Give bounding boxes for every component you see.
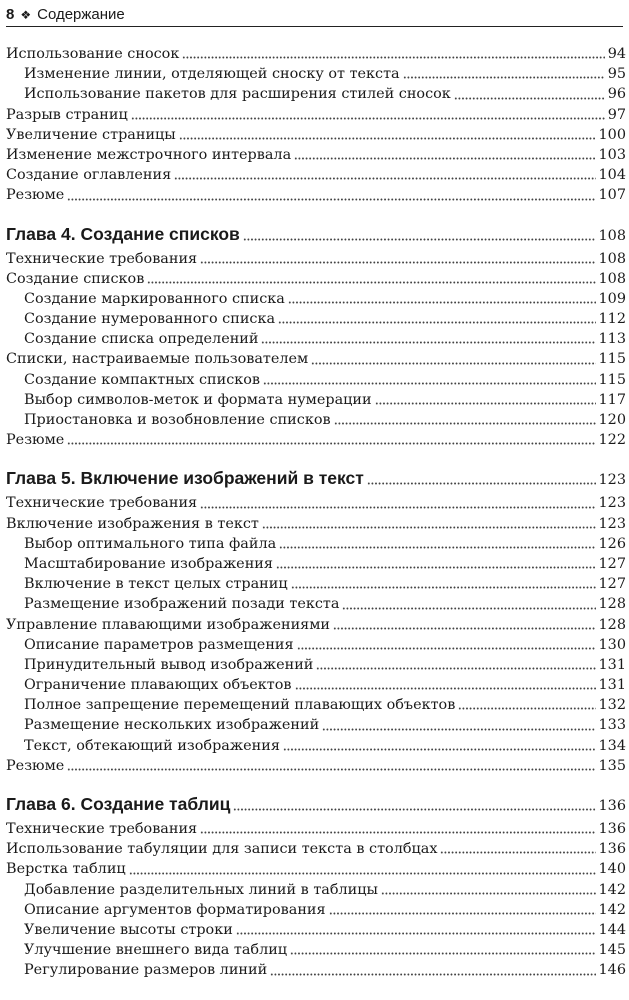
toc-entry-title: Создание компактных списков <box>24 371 261 388</box>
dot-leader <box>381 892 596 895</box>
toc-subsection-entry <box>6 635 626 655</box>
toc-page-number: 145 <box>598 942 626 959</box>
toc-page-number: 123 <box>598 472 626 489</box>
toc-page-number: 115 <box>598 371 626 388</box>
toc-entry-title: Улучшение внешнего вида таблиц <box>24 942 288 959</box>
toc-entry-title: Глава 6. Создание таблиц <box>6 794 231 814</box>
dot-leader <box>131 117 605 120</box>
dot-leader <box>174 177 595 180</box>
toc-entry-title: Принудительный вывод изображений <box>24 656 314 673</box>
toc-entry-title: Технические требования <box>6 821 198 837</box>
toc-entry-title: Описание аргументов форматирования <box>24 901 326 918</box>
table-of-contents <box>6 44 626 981</box>
dot-leader <box>147 281 595 284</box>
toc-entry-title: Размещение изображений позади текста <box>24 596 340 613</box>
toc-page-number: 120 <box>598 412 626 428</box>
dot-leader <box>200 261 595 264</box>
toc-subsection-entry <box>6 715 626 735</box>
toc-page-number: 123 <box>598 495 626 512</box>
toc-chapter-heading <box>6 792 626 817</box>
dot-leader <box>329 912 596 915</box>
toc-entry-title: Создание списков <box>6 270 145 287</box>
toc-page-number: 108 <box>598 250 626 267</box>
toc-section-entry <box>6 249 626 269</box>
dot-leader <box>262 526 596 529</box>
toc-section-entry <box>6 839 626 859</box>
toc-section-entry <box>6 125 626 145</box>
toc-entry-title: Списки, настраиваемые пользователем <box>6 351 309 368</box>
toc-subsection-entry <box>6 370 626 390</box>
toc-entry-title: Использование табуляции для записи текста в столбцах <box>6 841 438 858</box>
toc-entry-title: Технические требования <box>6 495 198 512</box>
toc-entry-title: Разрыв страниц <box>6 106 128 123</box>
dot-leader <box>291 586 596 589</box>
dot-leader <box>294 157 595 160</box>
dot-leader <box>342 607 595 610</box>
toc-entry-title: Описание параметров размещения <box>24 636 294 653</box>
dot-leader <box>440 851 595 854</box>
toc-page-number: 128 <box>598 596 626 613</box>
dot-leader <box>311 362 595 365</box>
toc-page-number: 136 <box>598 821 626 837</box>
toc-entry-title: Глава 5. Включение изображений в текст <box>6 468 364 489</box>
dot-leader <box>179 137 596 140</box>
toc-section-entry <box>6 819 626 839</box>
dot-leader <box>333 627 596 630</box>
toc-section-entry <box>6 44 626 64</box>
toc-section-entry <box>6 514 626 534</box>
running-header <box>6 4 623 27</box>
toc-subsection-entry <box>6 534 626 554</box>
toc-page-number: 100 <box>598 126 626 143</box>
toc-entry-title: Резюме <box>6 432 65 449</box>
toc-page-number: 136 <box>598 841 626 858</box>
toc-page-number: 142 <box>598 901 626 918</box>
toc-chapter-heading <box>6 222 626 247</box>
toc-subsection-entry <box>6 940 626 960</box>
dot-leader <box>288 301 596 304</box>
toc-subsection-entry <box>6 554 626 574</box>
toc-page-number: 127 <box>598 576 626 593</box>
toc-subsection-entry <box>6 960 626 980</box>
toc-subsection-entry <box>6 920 626 940</box>
dot-leader <box>263 382 596 385</box>
toc-subsection-entry <box>6 410 626 430</box>
toc-page-number: 130 <box>598 636 626 653</box>
dot-leader <box>67 768 595 771</box>
toc-entry-title: Создание маркированного списка <box>24 290 285 307</box>
toc-entry-title: Изменение линии, отделяющей сноску от текста <box>24 66 400 83</box>
toc-page-number: 133 <box>598 717 626 734</box>
toc-entry-title: Увеличение страницы <box>6 126 176 143</box>
toc-page-number: 146 <box>598 962 626 979</box>
toc-section-entry <box>6 105 626 125</box>
toc-page-number: 112 <box>598 311 626 328</box>
toc-entry-title: Приостановка и возобновление списков <box>24 412 331 428</box>
dot-leader <box>129 872 596 875</box>
toc-section-entry <box>6 145 626 165</box>
toc-page-number: 131 <box>598 677 626 694</box>
toc-page-number: 107 <box>598 187 626 204</box>
diamond-ornament-icon: ❖ <box>20 8 32 22</box>
toc-page-number: 126 <box>598 535 626 552</box>
toc-subsection-entry <box>6 64 626 84</box>
toc-page-number: 108 <box>598 227 626 244</box>
toc-page-number: 123 <box>598 515 626 532</box>
toc-subsection-entry <box>6 695 626 715</box>
toc-page-number: 115 <box>598 351 626 368</box>
dot-leader <box>200 506 595 509</box>
toc-entry-title: Технические требования <box>6 250 198 267</box>
toc-page-number: 96 <box>607 86 626 103</box>
toc-entry-title: Изменение межстрочного интервала <box>6 146 292 163</box>
toc-page-number: 95 <box>607 66 626 83</box>
toc-page-number: 142 <box>598 881 626 898</box>
dot-leader <box>279 546 595 549</box>
toc-entry-title: Включение изображения в текст <box>6 515 259 532</box>
dot-leader <box>375 402 596 405</box>
toc-page-number: 136 <box>598 798 626 814</box>
toc-page-number: 108 <box>598 270 626 287</box>
toc-page-number: 134 <box>598 737 626 754</box>
toc-page-number: 103 <box>598 146 626 163</box>
toc-subsection-entry <box>6 880 626 900</box>
toc-page-number: 128 <box>598 616 626 633</box>
dot-leader <box>367 482 596 485</box>
toc-page-number: 97 <box>607 106 626 123</box>
dot-leader <box>322 728 595 731</box>
toc-page-number: 113 <box>598 331 626 348</box>
dot-leader <box>67 198 595 201</box>
toc-section-entry <box>6 185 626 205</box>
toc-section-entry <box>6 859 626 879</box>
toc-subsection-entry <box>6 594 626 614</box>
dot-leader <box>233 808 595 811</box>
toc-page-number: 132 <box>598 697 626 714</box>
toc-subsection-entry <box>6 675 626 695</box>
toc-entry-title: Использование пакетов для расширения стилей сносок <box>24 86 451 103</box>
toc-section-entry <box>6 615 626 635</box>
toc-entry-title: Глава 4. Создание списков <box>6 223 240 244</box>
toc-entry-title: Регулирование размеров линий <box>24 962 268 979</box>
dot-leader <box>454 97 605 100</box>
toc-section-entry <box>6 349 626 369</box>
toc-page-number: 144 <box>598 921 626 938</box>
dot-leader <box>278 321 595 324</box>
dot-leader <box>67 442 595 445</box>
toc-entry-title: Верстка таблиц <box>6 861 126 878</box>
dot-leader <box>295 687 596 690</box>
toc-page-number: 140 <box>598 861 626 878</box>
toc-page-number: 135 <box>598 757 626 774</box>
toc-page-number: 127 <box>598 555 626 572</box>
toc-entry-title: Масштабирование изображения <box>24 555 273 572</box>
toc-subsection-entry <box>6 329 626 349</box>
toc-page-number: 94 <box>607 46 626 62</box>
dot-leader <box>243 238 596 241</box>
dot-leader <box>290 952 595 955</box>
toc-entry-title: Резюме <box>6 757 65 774</box>
dot-leader <box>261 341 595 344</box>
toc-entry-title: Увеличение высоты строки <box>24 921 233 938</box>
toc-subsection-entry <box>6 309 626 329</box>
toc-page-number: 131 <box>598 656 626 673</box>
toc-section-entry <box>6 269 626 289</box>
toc-entry-title: Размещение нескольких изображений <box>24 717 320 734</box>
toc-entry-title: Создание нумерованного списка <box>24 311 276 328</box>
toc-section-entry <box>6 165 626 185</box>
toc-entry-title: Создание списка определений <box>24 331 259 348</box>
toc-entry-title: Выбор символов-меток и формата нумерации <box>24 391 372 408</box>
dot-leader <box>334 422 596 425</box>
toc-section-entry <box>6 756 626 776</box>
dot-leader <box>403 76 605 79</box>
toc-page-number: 122 <box>598 432 626 449</box>
page-number: 8 <box>6 6 15 23</box>
toc-chapter-heading <box>6 466 626 491</box>
dot-leader <box>297 647 596 650</box>
dot-leader <box>276 566 596 569</box>
toc-entry-title: Полное запрещение перемещений плавающих объектов <box>24 697 456 714</box>
header-title: Содержание <box>37 6 125 23</box>
toc-entry-title: Добавление разделительных линий в таблицы <box>24 881 378 898</box>
toc-section-entry <box>6 493 626 513</box>
toc-entry-title: Управление плавающими изображениями <box>6 616 331 633</box>
toc-page-number: 117 <box>598 391 626 408</box>
dot-leader <box>236 932 596 935</box>
toc-page-number: 109 <box>598 290 626 307</box>
dot-leader <box>182 56 604 59</box>
toc-entry-title: Использование сносок <box>6 46 180 62</box>
toc-entry-title: Создание оглавления <box>6 167 172 184</box>
toc-entry-title: Выбор оптимального типа файла <box>24 535 277 552</box>
toc-entry-title: Ограничение плавающих объектов <box>24 677 292 694</box>
dot-leader <box>200 831 595 834</box>
toc-subsection-entry <box>6 655 626 675</box>
toc-subsection-entry <box>6 736 626 756</box>
toc-page-number: 104 <box>598 167 626 184</box>
toc-entry-title: Резюме <box>6 187 65 204</box>
dot-leader <box>316 667 595 670</box>
toc-subsection-entry <box>6 84 626 104</box>
toc-entry-title: Включение в текст целых страниц <box>24 576 288 593</box>
toc-subsection-entry <box>6 900 626 920</box>
toc-subsection-entry <box>6 574 626 594</box>
toc-subsection-entry <box>6 390 626 410</box>
dot-leader <box>283 748 596 751</box>
dot-leader <box>458 707 595 710</box>
dot-leader <box>270 973 595 976</box>
toc-subsection-entry <box>6 289 626 309</box>
toc-section-entry <box>6 430 626 450</box>
toc-entry-title: Текст, обтекающий изображения <box>24 737 280 754</box>
